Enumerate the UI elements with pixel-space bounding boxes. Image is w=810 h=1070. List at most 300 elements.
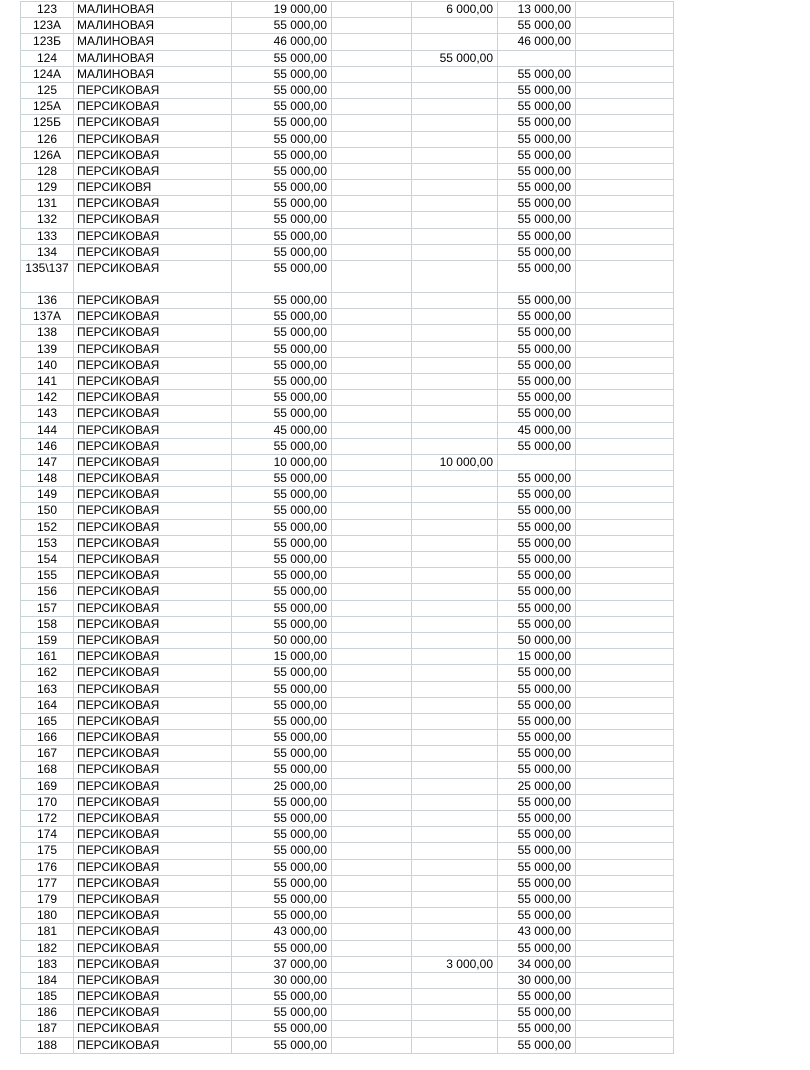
street-cell: ПЕРСИКОВАЯ (74, 341, 232, 357)
empty-cell (332, 309, 412, 325)
debt-cell: 55 000,00 (498, 487, 576, 503)
house-number-cell: 146 (21, 438, 74, 454)
debt-cell: 55 000,00 (498, 552, 576, 568)
debt-cell: 55 000,00 (498, 390, 576, 406)
empty-cell (576, 891, 674, 907)
amount-cell: 55 000,00 (232, 293, 332, 309)
table-row (21, 632, 756, 648)
empty-cell (576, 584, 674, 600)
house-number-cell: 137А (21, 309, 74, 325)
house-number-cell: 174 (21, 827, 74, 843)
empty-cell (332, 163, 412, 179)
street-cell: ПЕРСИКОВАЯ (74, 99, 232, 115)
paid-cell (412, 438, 498, 454)
empty-cell (332, 341, 412, 357)
street-cell: ПЕРСИКОВАЯ (74, 1037, 232, 1053)
paid-cell (412, 1005, 498, 1021)
empty-cell (332, 357, 412, 373)
table-row (21, 908, 756, 924)
empty-cell (332, 697, 412, 713)
street-cell: ПЕРСИКОВАЯ (74, 422, 232, 438)
street-cell: ПЕРСИКОВАЯ (74, 115, 232, 131)
paid-cell (412, 535, 498, 551)
empty-cell (332, 924, 412, 940)
empty-cell (332, 827, 412, 843)
empty-cell (576, 406, 674, 422)
street-cell: ПЕРСИКОВАЯ (74, 778, 232, 794)
house-number-cell: 125А (21, 99, 74, 115)
amount-cell: 55 000,00 (232, 357, 332, 373)
street-cell: ПЕРСИКОВАЯ (74, 568, 232, 584)
street-cell: ПЕРСИКОВАЯ (74, 1005, 232, 1021)
debt-cell: 43 000,00 (498, 924, 576, 940)
paid-cell (412, 584, 498, 600)
empty-cell (576, 422, 674, 438)
debt-cell: 55 000,00 (498, 989, 576, 1005)
table-row (21, 261, 756, 293)
street-cell: ПЕРСИКОВАЯ (74, 956, 232, 972)
empty-cell (576, 552, 674, 568)
empty-cell (332, 584, 412, 600)
amount-cell: 55 000,00 (232, 228, 332, 244)
street-cell: ПЕРСИКОВАЯ (74, 584, 232, 600)
debt-cell: 55 000,00 (498, 616, 576, 632)
house-number-cell: 165 (21, 713, 74, 729)
table-row (21, 131, 756, 147)
empty-cell (576, 18, 674, 34)
house-number-cell: 147 (21, 454, 74, 470)
empty-cell (332, 989, 412, 1005)
empty-cell (576, 794, 674, 810)
empty-cell (332, 859, 412, 875)
amount-cell: 55 000,00 (232, 406, 332, 422)
street-cell: ПЕРСИКОВАЯ (74, 859, 232, 875)
table-row (21, 568, 756, 584)
empty-cell (576, 487, 674, 503)
street-cell: ПЕРСИКОВАЯ (74, 794, 232, 810)
empty-cell (576, 924, 674, 940)
house-number-cell: 124 (21, 50, 74, 66)
paid-cell (412, 309, 498, 325)
table-row (21, 584, 756, 600)
street-cell: ПЕРСИКОВАЯ (74, 196, 232, 212)
empty-cell (576, 1021, 674, 1037)
debt-cell: 55 000,00 (498, 843, 576, 859)
empty-cell (332, 18, 412, 34)
table-row (21, 552, 756, 568)
paid-cell (412, 811, 498, 827)
debt-cell: 55 000,00 (498, 309, 576, 325)
paid-cell (412, 471, 498, 487)
house-number-cell: 156 (21, 584, 74, 600)
table-row (21, 163, 756, 179)
paid-cell (412, 632, 498, 648)
debt-cell: 55 000,00 (498, 373, 576, 389)
table-row (21, 746, 756, 762)
empty-cell (576, 325, 674, 341)
table-row (21, 244, 756, 260)
table-row (21, 519, 756, 535)
debt-cell: 55 000,00 (498, 115, 576, 131)
table-row (21, 1037, 756, 1053)
table-row (21, 115, 756, 131)
street-cell: ПЕРСИКОВАЯ (74, 632, 232, 648)
empty-cell (332, 34, 412, 50)
amount-cell: 55 000,00 (232, 697, 332, 713)
paid-cell (412, 406, 498, 422)
table-row (21, 843, 756, 859)
empty-cell (576, 730, 674, 746)
table-row (21, 778, 756, 794)
street-cell: ПЕРСИКОВАЯ (74, 163, 232, 179)
empty-cell (332, 794, 412, 810)
empty-cell (576, 908, 674, 924)
empty-cell (576, 713, 674, 729)
table-row (21, 665, 756, 681)
house-number-cell: 179 (21, 891, 74, 907)
debt-cell: 55 000,00 (498, 1005, 576, 1021)
empty-cell (332, 115, 412, 131)
street-cell: ПЕРСИКОВАЯ (74, 972, 232, 988)
empty-cell (332, 180, 412, 196)
empty-cell (332, 665, 412, 681)
amount-cell: 55 000,00 (232, 843, 332, 859)
amount-cell: 19 000,00 (232, 2, 332, 18)
table-row (21, 34, 756, 50)
empty-cell (332, 519, 412, 535)
debt-cell: 55 000,00 (498, 82, 576, 98)
amount-cell: 55 000,00 (232, 325, 332, 341)
empty-cell (576, 373, 674, 389)
street-cell: ПЕРСИКОВАЯ (74, 811, 232, 827)
house-number-cell: 162 (21, 665, 74, 681)
debt-cell: 55 000,00 (498, 357, 576, 373)
empty-cell (332, 487, 412, 503)
debt-cell: 25 000,00 (498, 778, 576, 794)
debt-cell (498, 454, 576, 470)
empty-cell (576, 2, 674, 18)
amount-cell: 55 000,00 (232, 163, 332, 179)
table-body (21, 2, 756, 1054)
amount-cell: 55 000,00 (232, 1037, 332, 1053)
empty-cell (332, 940, 412, 956)
amount-cell: 55 000,00 (232, 390, 332, 406)
empty-cell (576, 875, 674, 891)
house-number-cell: 136 (21, 293, 74, 309)
empty-cell (576, 180, 674, 196)
amount-cell: 55 000,00 (232, 827, 332, 843)
empty-cell (576, 535, 674, 551)
paid-cell (412, 373, 498, 389)
paid-cell (412, 681, 498, 697)
amount-cell: 55 000,00 (232, 989, 332, 1005)
empty-cell (576, 956, 674, 972)
street-cell: ПЕРСИКОВАЯ (74, 535, 232, 551)
empty-cell (332, 2, 412, 18)
street-cell: ПЕРСИКОВАЯ (74, 600, 232, 616)
street-cell: ПЕРСИКОВАЯ (74, 697, 232, 713)
street-cell: ПЕРСИКОВАЯ (74, 1021, 232, 1037)
debt-cell: 55 000,00 (498, 261, 576, 293)
street-cell: ПЕРСИКОВАЯ (74, 503, 232, 519)
empty-cell (332, 228, 412, 244)
paid-cell: 3 000,00 (412, 956, 498, 972)
empty-cell (576, 1005, 674, 1021)
paid-cell (412, 519, 498, 535)
house-number-cell: 169 (21, 778, 74, 794)
street-cell: ПЕРСИКОВАЯ (74, 390, 232, 406)
debt-cell (498, 50, 576, 66)
debt-cell: 55 000,00 (498, 665, 576, 681)
empty-cell (576, 196, 674, 212)
debt-cell: 55 000,00 (498, 212, 576, 228)
amount-cell: 55 000,00 (232, 147, 332, 163)
empty-cell (332, 1037, 412, 1053)
amount-cell: 55 000,00 (232, 730, 332, 746)
house-number-cell: 133 (21, 228, 74, 244)
paid-cell (412, 697, 498, 713)
table-row (21, 649, 756, 665)
debt-cell: 13 000,00 (498, 2, 576, 18)
street-cell: ПЕРСИКОВАЯ (74, 681, 232, 697)
empty-cell (332, 373, 412, 389)
empty-cell (576, 600, 674, 616)
house-number-cell: 181 (21, 924, 74, 940)
empty-cell (576, 827, 674, 843)
paid-cell (412, 82, 498, 98)
paid-cell (412, 131, 498, 147)
paid-cell (412, 746, 498, 762)
empty-cell (576, 115, 674, 131)
paid-cell (412, 859, 498, 875)
table-row (21, 827, 756, 843)
empty-cell (332, 600, 412, 616)
table-row (21, 681, 756, 697)
amount-cell: 55 000,00 (232, 66, 332, 82)
street-cell: ПЕРСИКОВАЯ (74, 373, 232, 389)
house-number-cell: 129 (21, 180, 74, 196)
table-row (21, 924, 756, 940)
debt-cell: 55 000,00 (498, 147, 576, 163)
empty-cell (576, 471, 674, 487)
street-cell: ПЕРСИКОВАЯ (74, 649, 232, 665)
street-cell: МАЛИНОВАЯ (74, 50, 232, 66)
debt-cell: 55 000,00 (498, 180, 576, 196)
house-number-cell: 166 (21, 730, 74, 746)
paid-cell (412, 228, 498, 244)
empty-cell (576, 1037, 674, 1053)
empty-cell (576, 859, 674, 875)
paid-cell (412, 924, 498, 940)
amount-cell: 55 000,00 (232, 891, 332, 907)
empty-cell (332, 730, 412, 746)
table-row (21, 196, 756, 212)
empty-cell (332, 681, 412, 697)
empty-cell (332, 99, 412, 115)
empty-cell (332, 406, 412, 422)
empty-cell (332, 972, 412, 988)
house-number-cell: 168 (21, 762, 74, 778)
empty-cell (332, 568, 412, 584)
street-cell: ПЕРСИКОВАЯ (74, 940, 232, 956)
table-row (21, 180, 756, 196)
debt-cell: 55 000,00 (498, 811, 576, 827)
table-row (21, 325, 756, 341)
debt-cell: 34 000,00 (498, 956, 576, 972)
empty-cell (576, 341, 674, 357)
amount-cell: 37 000,00 (232, 956, 332, 972)
empty-cell (576, 244, 674, 260)
table-row (21, 309, 756, 325)
street-cell: ПЕРСИКОВАЯ (74, 762, 232, 778)
table-row (21, 940, 756, 956)
debt-cell: 55 000,00 (498, 568, 576, 584)
paid-cell (412, 972, 498, 988)
paid-cell (412, 730, 498, 746)
debt-cell: 55 000,00 (498, 1021, 576, 1037)
street-cell: ПЕРСИКОВАЯ (74, 519, 232, 535)
street-cell: ПЕРСИКОВАЯ (74, 471, 232, 487)
empty-cell (576, 665, 674, 681)
empty-cell (576, 99, 674, 115)
amount-cell: 55 000,00 (232, 519, 332, 535)
empty-cell (332, 956, 412, 972)
debt-cell: 55 000,00 (498, 681, 576, 697)
house-number-cell: 176 (21, 859, 74, 875)
paid-cell (412, 422, 498, 438)
street-cell: ПЕРСИКОВАЯ (74, 487, 232, 503)
amount-cell: 55 000,00 (232, 82, 332, 98)
empty-cell (332, 454, 412, 470)
empty-cell (576, 147, 674, 163)
amount-cell: 55 000,00 (232, 196, 332, 212)
paid-cell: 10 000,00 (412, 454, 498, 470)
amount-cell: 55 000,00 (232, 471, 332, 487)
paid-cell (412, 357, 498, 373)
table-row (21, 600, 756, 616)
amount-cell: 55 000,00 (232, 681, 332, 697)
empty-cell (576, 989, 674, 1005)
street-cell: ПЕРСИКОВАЯ (74, 552, 232, 568)
paid-cell (412, 341, 498, 357)
house-number-cell: 126 (21, 131, 74, 147)
amount-cell: 55 000,00 (232, 584, 332, 600)
house-number-cell: 140 (21, 357, 74, 373)
amount-cell: 55 000,00 (232, 373, 332, 389)
empty-cell (576, 778, 674, 794)
payments-table (20, 1, 756, 1054)
empty-cell (576, 632, 674, 648)
empty-cell (332, 778, 412, 794)
empty-cell (332, 293, 412, 309)
debt-cell: 55 000,00 (498, 746, 576, 762)
paid-cell (412, 1037, 498, 1053)
house-number-cell: 125Б (21, 115, 74, 131)
street-cell: ПЕРСИКОВЯ (74, 180, 232, 196)
paid-cell (412, 665, 498, 681)
debt-cell: 55 000,00 (498, 325, 576, 341)
paid-cell (412, 616, 498, 632)
paid-cell (412, 989, 498, 1005)
house-number-cell: 126А (21, 147, 74, 163)
debt-cell: 55 000,00 (498, 827, 576, 843)
debt-cell: 55 000,00 (498, 713, 576, 729)
table-row (21, 99, 756, 115)
amount-cell: 55 000,00 (232, 503, 332, 519)
house-number-cell: 150 (21, 503, 74, 519)
amount-cell: 25 000,00 (232, 778, 332, 794)
house-number-cell: 125 (21, 82, 74, 98)
street-cell: ПЕРСИКОВАЯ (74, 438, 232, 454)
empty-cell (576, 681, 674, 697)
empty-cell (332, 713, 412, 729)
paid-cell (412, 293, 498, 309)
paid-cell: 55 000,00 (412, 50, 498, 66)
empty-cell (576, 163, 674, 179)
empty-cell (332, 50, 412, 66)
amount-cell: 15 000,00 (232, 649, 332, 665)
empty-cell (576, 454, 674, 470)
house-number-cell: 153 (21, 535, 74, 551)
amount-cell: 55 000,00 (232, 552, 332, 568)
paid-cell (412, 212, 498, 228)
empty-cell (576, 438, 674, 454)
debt-cell: 55 000,00 (498, 891, 576, 907)
amount-cell: 55 000,00 (232, 875, 332, 891)
empty-cell (332, 552, 412, 568)
table-row (21, 66, 756, 82)
debt-cell: 50 000,00 (498, 632, 576, 648)
empty-cell (332, 616, 412, 632)
table-row (21, 811, 756, 827)
paid-cell (412, 244, 498, 260)
paid-cell (412, 552, 498, 568)
debt-cell: 55 000,00 (498, 584, 576, 600)
empty-cell (332, 1005, 412, 1021)
house-number-cell: 180 (21, 908, 74, 924)
amount-cell: 55 000,00 (232, 811, 332, 827)
empty-cell (332, 261, 412, 293)
empty-cell (576, 82, 674, 98)
street-cell: МАЛИНОВАЯ (74, 66, 232, 82)
paid-cell (412, 261, 498, 293)
amount-cell: 55 000,00 (232, 665, 332, 681)
street-cell: ПЕРСИКОВАЯ (74, 616, 232, 632)
table-row (21, 989, 756, 1005)
amount-cell: 55 000,00 (232, 713, 332, 729)
debt-cell: 55 000,00 (498, 406, 576, 422)
house-number-cell: 138 (21, 325, 74, 341)
empty-cell (332, 196, 412, 212)
paid-cell (412, 34, 498, 50)
house-number-cell: 157 (21, 600, 74, 616)
empty-cell (332, 147, 412, 163)
amount-cell: 55 000,00 (232, 908, 332, 924)
amount-cell: 55 000,00 (232, 341, 332, 357)
street-cell: ПЕРСИКОВАЯ (74, 730, 232, 746)
table-row (21, 18, 756, 34)
empty-cell (332, 390, 412, 406)
debt-cell: 55 000,00 (498, 163, 576, 179)
empty-cell (332, 131, 412, 147)
paid-cell (412, 115, 498, 131)
empty-cell (576, 843, 674, 859)
house-number-cell: 163 (21, 681, 74, 697)
amount-cell: 55 000,00 (232, 1021, 332, 1037)
debt-cell: 55 000,00 (498, 519, 576, 535)
empty-cell (332, 908, 412, 924)
house-number-cell: 158 (21, 616, 74, 632)
